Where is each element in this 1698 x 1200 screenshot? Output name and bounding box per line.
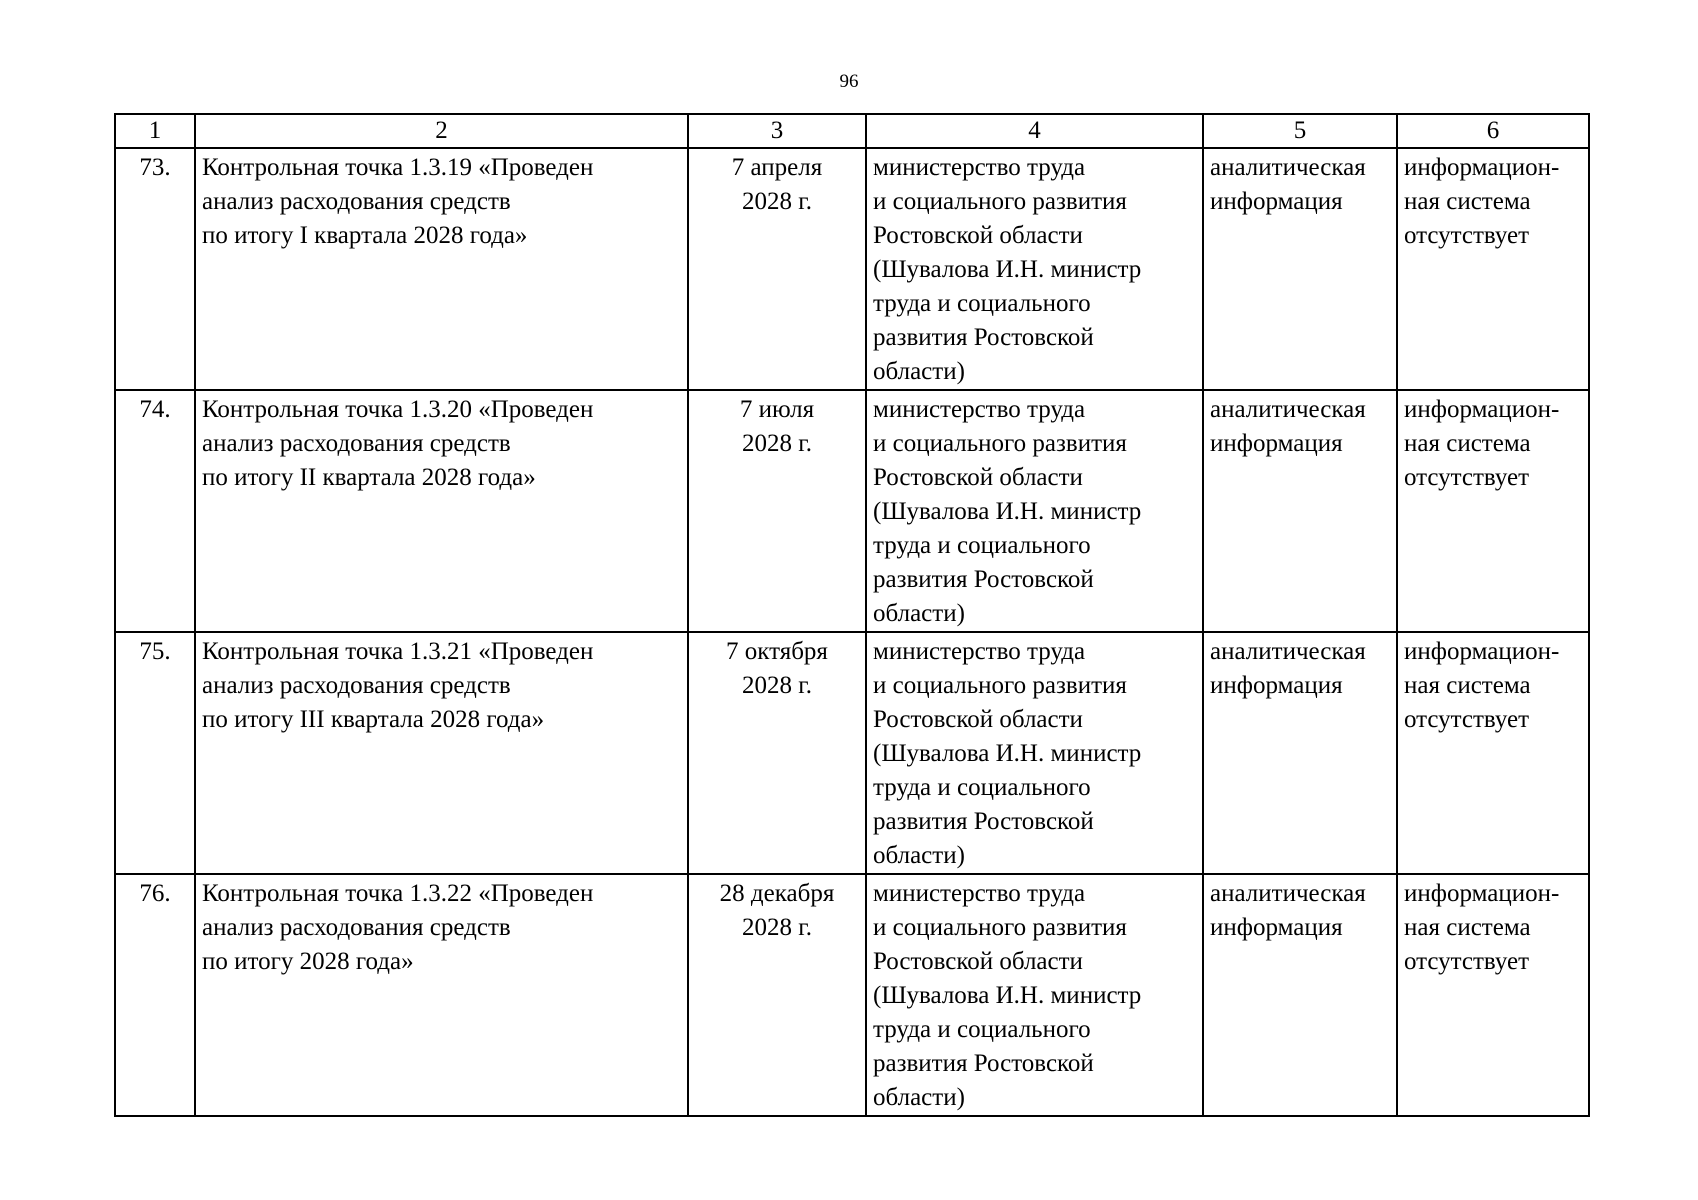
date-line: 7 октября [726,638,828,665]
doc-type-line: аналитическая [1210,154,1366,181]
responsible-line: (Шувалова И.Н. министр [873,740,1142,767]
responsible-line: труда и социального [873,1016,1091,1043]
responsible-line: области) [873,842,965,869]
row-number-cell [115,148,195,390]
responsible-cell [866,874,1203,1116]
row-number: 76. [139,880,171,907]
responsible-line: и социального развития [873,188,1127,215]
event-line: анализ расходования средств [202,914,511,941]
header-row [115,114,1589,148]
doc-type-line: информация [1210,672,1343,699]
date-line: 7 июля [739,396,815,423]
info-system-line: информацион- [1404,154,1560,181]
event-line: по итогу II квартала 2028 года» [202,464,536,491]
doc-type-line: информация [1210,914,1343,941]
event-line: Контрольная точка 1.3.20 «Проведен [202,396,594,423]
doc-type-cell [1203,148,1397,390]
date-line: 2028 г. [742,914,812,941]
row-number-cell [115,874,195,1116]
responsible-line: Ростовской области [873,706,1083,733]
doc-type-cell [1203,874,1397,1116]
info-system-line: отсутствует [1404,222,1530,249]
doc-type-cell [1203,390,1397,632]
responsible-line: труда и социального [873,532,1091,559]
event-cell [195,390,688,632]
doc-type-line: аналитическая [1210,638,1366,665]
info-system-line: информацион- [1404,880,1560,907]
event-cell [195,874,688,1116]
date-line: 2028 г. [742,430,812,457]
responsible-cell [866,390,1203,632]
date-cell [688,874,866,1116]
column-header-5: 5 [1203,114,1397,148]
responsible-line: и социального развития [873,914,1127,941]
info-system-line: отсутствует [1404,948,1530,975]
responsible-line: труда и социального [873,774,1091,801]
info-system-line: информацион- [1404,396,1560,423]
responsible-line: (Шувалова И.Н. министр [873,498,1142,525]
event-line: анализ расходования средств [202,672,511,699]
event-cell [195,148,688,390]
column-header-3: 3 [688,114,866,148]
responsible-line: развития Ростовской [873,566,1094,593]
responsible-line: Ростовской области [873,948,1083,975]
responsible-line: развития Ростовской [873,808,1094,835]
doc-type-line: информация [1210,188,1343,215]
info-system-cell [1397,148,1589,390]
responsible-line: министерство труда [873,638,1086,665]
responsible-line: труда и социального [873,290,1091,317]
row-number-cell [115,390,195,632]
row-number: 73. [139,154,171,181]
responsible-cell [866,632,1203,874]
info-system-line: ная система [1404,430,1531,457]
date-cell [688,632,866,874]
date-line: 28 декабря [719,880,835,907]
responsible-line: области) [873,600,965,627]
event-line: Контрольная точка 1.3.22 «Проведен [202,880,594,907]
responsible-line: области) [873,1084,965,1111]
date-line: 7 апреля [731,154,823,181]
table-row [115,390,1589,632]
responsible-line: Ростовской области [873,222,1083,249]
table-row [115,632,1589,874]
info-system-line: информацион- [1404,638,1560,665]
table-row [115,874,1589,1116]
responsible-line: министерство труда [873,154,1086,181]
event-line: анализ расходования средств [202,188,511,215]
info-system-cell [1397,390,1589,632]
doc-type-line: аналитическая [1210,396,1366,423]
control-points-table [114,113,1590,1117]
info-system-line: ная система [1404,914,1531,941]
table-row [115,148,1589,390]
event-cell [195,632,688,874]
doc-type-line: аналитическая [1210,880,1366,907]
column-header-6: 6 [1397,114,1589,148]
event-line: анализ расходования средств [202,430,511,457]
row-number-cell [115,632,195,874]
event-line: Контрольная точка 1.3.21 «Проведен [202,638,594,665]
info-system-cell [1397,874,1589,1116]
event-line: по итогу 2028 года» [202,948,414,975]
responsible-line: и социального развития [873,430,1127,457]
doc-type-cell [1203,632,1397,874]
info-system-line: ная система [1404,188,1531,215]
date-line: 2028 г. [742,188,812,215]
responsible-line: развития Ростовской [873,1050,1094,1077]
responsible-line: министерство труда [873,396,1086,423]
row-number: 75. [139,638,171,665]
column-header-1: 1 [115,114,195,148]
date-cell [688,390,866,632]
info-system-cell [1397,632,1589,874]
row-number: 74. [139,396,171,423]
responsible-line: развития Ростовской [873,324,1094,351]
page-number: 96 [839,71,859,92]
responsible-line: области) [873,358,965,385]
event-line: по итогу I квартала 2028 года» [202,222,528,249]
info-system-line: отсутствует [1404,706,1530,733]
responsible-line: Ростовской области [873,464,1083,491]
info-system-line: отсутствует [1404,464,1530,491]
responsible-cell [866,148,1203,390]
responsible-line: (Шувалова И.Н. министр [873,982,1142,1009]
event-line: по итогу III квартала 2028 года» [202,706,545,733]
responsible-line: министерство труда [873,880,1086,907]
date-cell [688,148,866,390]
doc-type-line: информация [1210,430,1343,457]
info-system-line: ная система [1404,672,1531,699]
responsible-line: и социального развития [873,672,1127,699]
column-header-2: 2 [195,114,688,148]
date-line: 2028 г. [742,672,812,699]
event-line: Контрольная точка 1.3.19 «Проведен [202,154,594,181]
responsible-line: (Шувалова И.Н. министр [873,256,1142,283]
column-header-4: 4 [866,114,1203,148]
